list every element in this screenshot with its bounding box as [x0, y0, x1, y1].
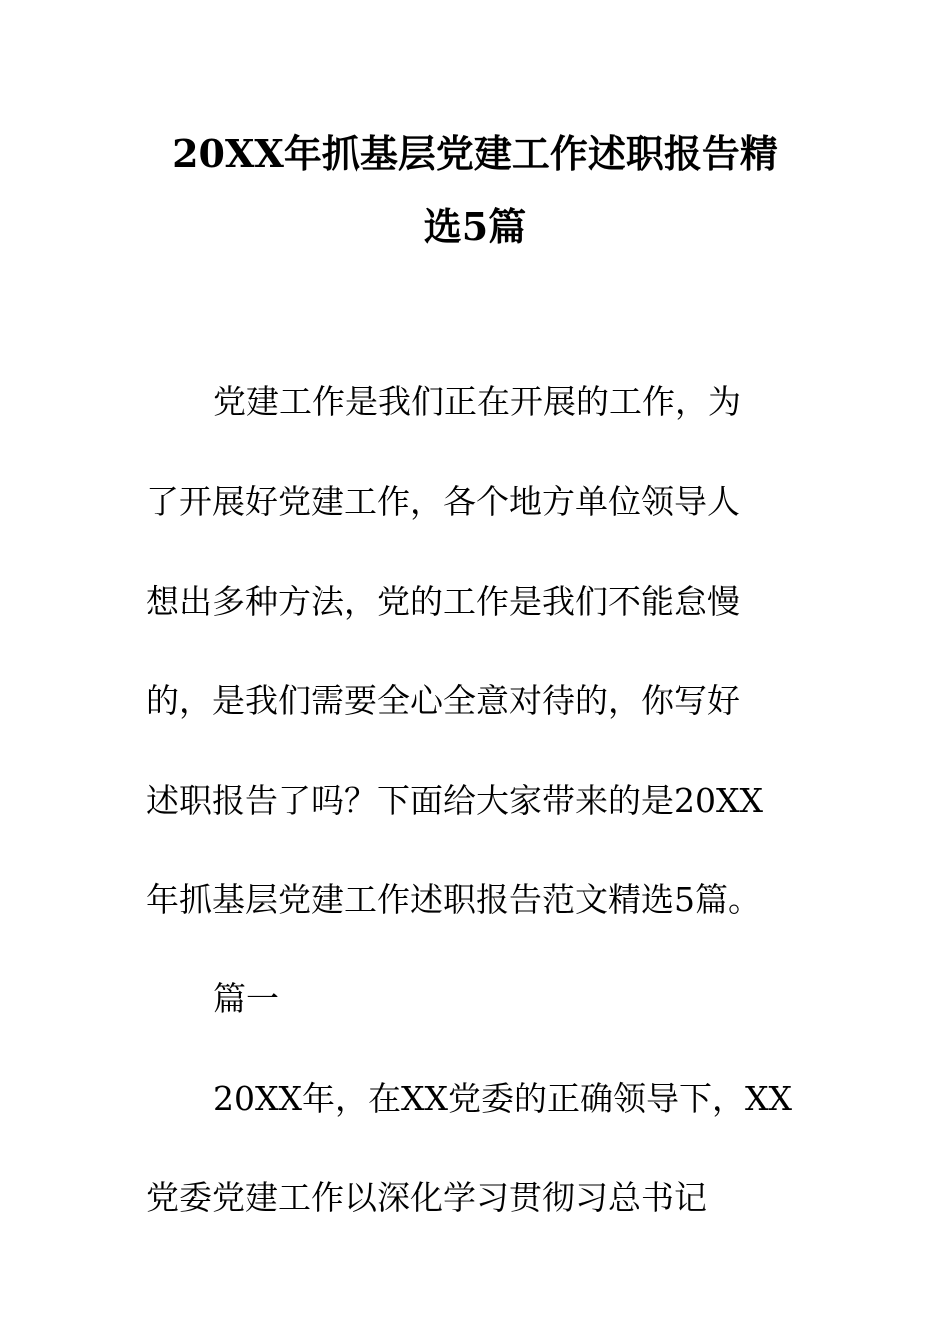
document-title-line-2: 选5篇: [423, 204, 527, 249]
document-title-line-1: 20XX年抓基层党建工作述职报告精: [172, 131, 778, 176]
body-line-2: 了开展好党建工作，各个地方单位领导人: [146, 482, 740, 521]
body-line-6: 年抓基层党建工作述职报告范文精选5篇。: [146, 880, 761, 919]
body-line-9: 党委党建工作以深化学习贯彻习总书记: [146, 1178, 707, 1217]
body-line-8: 20XX年，在XX党委的正确领导下，XX: [213, 1079, 792, 1118]
body-line-1: 党建工作是我们正在开展的工作，为: [213, 382, 741, 421]
section-heading-part-one: 篇一: [213, 979, 279, 1018]
body-line-4: 的，是我们需要全心全意对待的，你写好: [146, 681, 740, 720]
body-line-3: 想出多种方法，党的工作是我们不能怠慢: [146, 582, 740, 621]
body-line-5: 述职报告了吗？下面给大家带来的是20XX: [146, 781, 763, 820]
